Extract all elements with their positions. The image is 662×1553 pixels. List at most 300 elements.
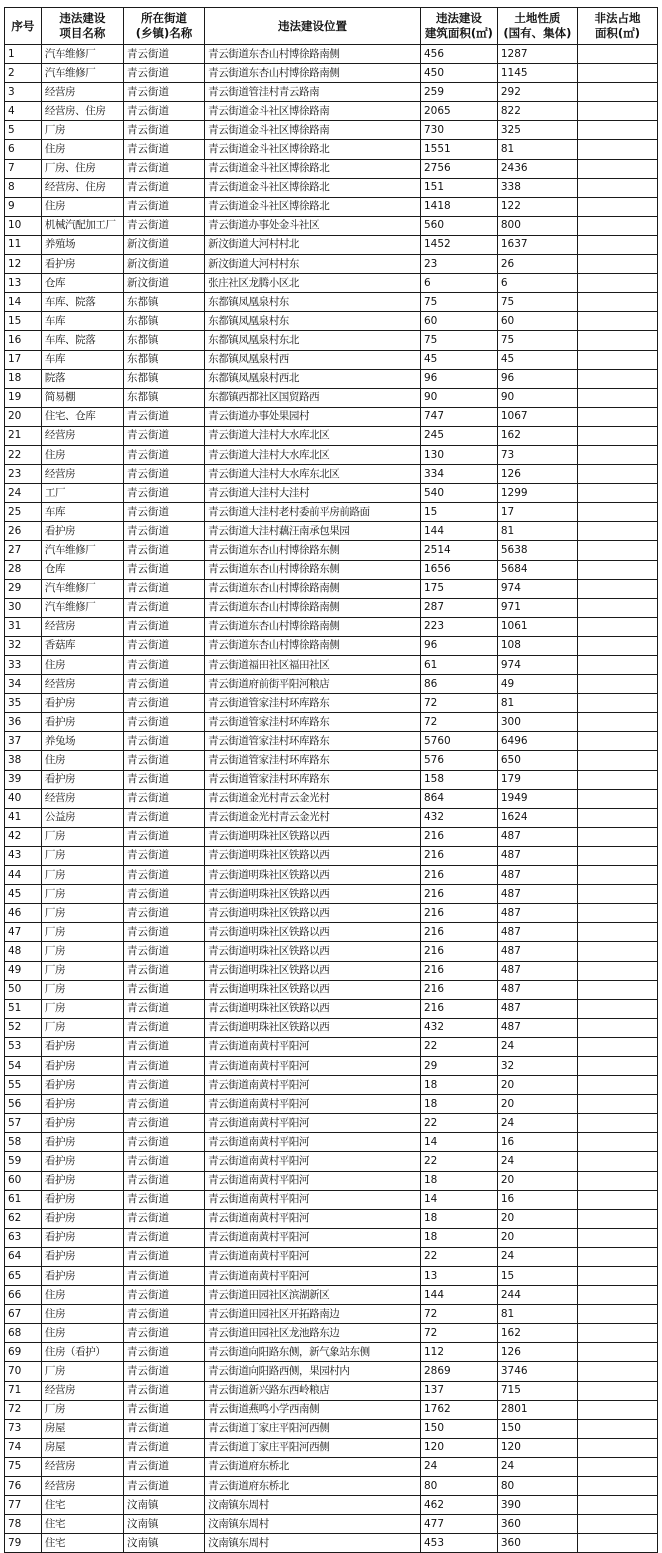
cell-illegal-area bbox=[577, 1381, 657, 1400]
header-street bbox=[124, 8, 205, 45]
table-row bbox=[5, 1190, 658, 1209]
cell-street: 青云街道 bbox=[124, 1037, 205, 1056]
cell-street: 青云街道 bbox=[124, 45, 205, 64]
cell-land-nature: 20 bbox=[497, 1228, 577, 1247]
cell-building-area: 216 bbox=[421, 904, 498, 923]
cell-no: 15 bbox=[5, 312, 42, 331]
cell-building-area: 72 bbox=[421, 1324, 498, 1343]
cell-location: 青云街道明珠社区铁路以西 bbox=[205, 999, 421, 1018]
table-row bbox=[5, 598, 658, 617]
cell-no: 37 bbox=[5, 732, 42, 751]
cell-street: 青云街道 bbox=[124, 904, 205, 923]
cell-project-name: 简易棚 bbox=[41, 388, 123, 407]
cell-building-area: 2514 bbox=[421, 541, 498, 560]
cell-illegal-area bbox=[577, 235, 657, 254]
cell-project-name: 住宅、仓库 bbox=[41, 407, 123, 426]
cell-no: 48 bbox=[5, 942, 42, 961]
cell-land-nature: 162 bbox=[497, 426, 577, 445]
cell-no: 26 bbox=[5, 522, 42, 541]
cell-street: 新汶街道 bbox=[124, 274, 205, 293]
cell-location: 青云街道向阳路西侧，果园村内 bbox=[205, 1362, 421, 1381]
cell-street: 青云街道 bbox=[124, 579, 205, 598]
cell-location: 青云街道明珠社区铁路以西 bbox=[205, 942, 421, 961]
header-project-line1: 违法建设 bbox=[59, 11, 106, 25]
cell-street: 青云街道 bbox=[124, 713, 205, 732]
cell-project-name: 经营房 bbox=[41, 617, 123, 636]
cell-land-nature: 26 bbox=[497, 255, 577, 274]
cell-location: 青云街道向阳路东侧，新气象站东侧 bbox=[205, 1343, 421, 1362]
cell-illegal-area bbox=[577, 140, 657, 159]
table-row bbox=[5, 617, 658, 636]
table-row bbox=[5, 1438, 658, 1457]
cell-building-area: 287 bbox=[421, 598, 498, 617]
table-body bbox=[5, 45, 658, 1553]
cell-project-name: 看护房 bbox=[41, 1056, 123, 1075]
cell-street: 青云街道 bbox=[124, 1419, 205, 1438]
cell-location: 青云街道南黄村平阳河 bbox=[205, 1095, 421, 1114]
cell-location: 青云街道大洼村大洼村 bbox=[205, 484, 421, 503]
cell-building-area: 1418 bbox=[421, 197, 498, 216]
cell-project-name: 车库 bbox=[41, 503, 123, 522]
cell-street: 青云街道 bbox=[124, 541, 205, 560]
cell-no: 5 bbox=[5, 121, 42, 140]
cell-illegal-area bbox=[577, 1362, 657, 1381]
cell-no: 72 bbox=[5, 1400, 42, 1419]
cell-project-name: 住房（看护） bbox=[41, 1343, 123, 1362]
cell-street: 青云街道 bbox=[124, 1076, 205, 1095]
cell-illegal-area bbox=[577, 293, 657, 312]
cell-illegal-area bbox=[577, 1477, 657, 1496]
cell-no: 32 bbox=[5, 636, 42, 655]
cell-land-nature: 24 bbox=[497, 1114, 577, 1133]
table-row bbox=[5, 83, 658, 102]
cell-illegal-area bbox=[577, 1209, 657, 1228]
cell-building-area: 576 bbox=[421, 751, 498, 770]
cell-project-name: 汽车维修厂 bbox=[41, 541, 123, 560]
cell-street: 青云街道 bbox=[124, 121, 205, 140]
cell-no: 36 bbox=[5, 713, 42, 732]
cell-no: 40 bbox=[5, 789, 42, 808]
cell-land-nature: 360 bbox=[497, 1534, 577, 1553]
cell-building-area: 1762 bbox=[421, 1400, 498, 1419]
cell-building-area: 462 bbox=[421, 1496, 498, 1515]
cell-project-name: 厂房 bbox=[41, 923, 123, 942]
cell-location: 青云街道南黄村平阳河 bbox=[205, 1190, 421, 1209]
header-street-line2: (乡镇)名称 bbox=[135, 26, 193, 40]
cell-location: 青云街道府前街平阳河粮店 bbox=[205, 675, 421, 694]
table-row bbox=[5, 121, 658, 140]
cell-no: 6 bbox=[5, 140, 42, 159]
cell-illegal-area bbox=[577, 1114, 657, 1133]
cell-land-nature: 73 bbox=[497, 445, 577, 464]
table-row bbox=[5, 541, 658, 560]
header-land-nature bbox=[497, 8, 577, 45]
cell-land-nature: 81 bbox=[497, 1305, 577, 1324]
cell-project-name: 经营房 bbox=[41, 1477, 123, 1496]
cell-building-area: 15 bbox=[421, 503, 498, 522]
table-row bbox=[5, 465, 658, 484]
cell-project-name: 房屋 bbox=[41, 1438, 123, 1457]
cell-building-area: 112 bbox=[421, 1343, 498, 1362]
cell-project-name: 看护房 bbox=[41, 1171, 123, 1190]
cell-building-area: 216 bbox=[421, 923, 498, 942]
cell-project-name: 汽车维修厂 bbox=[41, 45, 123, 64]
table-row bbox=[5, 45, 658, 64]
cell-location: 东都镇凤凰泉村东 bbox=[205, 293, 421, 312]
cell-street: 青云街道 bbox=[124, 1171, 205, 1190]
cell-project-name: 住宅 bbox=[41, 1515, 123, 1534]
cell-building-area: 245 bbox=[421, 426, 498, 445]
cell-illegal-area bbox=[577, 1190, 657, 1209]
cell-street: 青云街道 bbox=[124, 1477, 205, 1496]
cell-illegal-area bbox=[577, 1228, 657, 1247]
cell-illegal-area bbox=[577, 426, 657, 445]
cell-no: 31 bbox=[5, 617, 42, 636]
cell-project-name: 看护房 bbox=[41, 694, 123, 713]
cell-illegal-area bbox=[577, 350, 657, 369]
cell-street: 新汶街道 bbox=[124, 255, 205, 274]
cell-no: 57 bbox=[5, 1114, 42, 1133]
cell-street: 青云街道 bbox=[124, 1362, 205, 1381]
cell-no: 4 bbox=[5, 102, 42, 121]
cell-land-nature: 487 bbox=[497, 980, 577, 999]
table-row bbox=[5, 675, 658, 694]
cell-no: 41 bbox=[5, 808, 42, 827]
table-row bbox=[5, 1324, 658, 1343]
cell-project-name: 仓库 bbox=[41, 274, 123, 293]
cell-illegal-area bbox=[577, 1056, 657, 1075]
cell-illegal-area bbox=[577, 1171, 657, 1190]
cell-street: 青云街道 bbox=[124, 465, 205, 484]
cell-street: 青云街道 bbox=[124, 999, 205, 1018]
cell-building-area: 144 bbox=[421, 522, 498, 541]
cell-project-name: 厂房、住房 bbox=[41, 159, 123, 178]
cell-street: 青云街道 bbox=[124, 694, 205, 713]
cell-project-name: 院落 bbox=[41, 369, 123, 388]
table-row bbox=[5, 885, 658, 904]
cell-building-area: 1452 bbox=[421, 235, 498, 254]
cell-no: 33 bbox=[5, 656, 42, 675]
header-illegal-area bbox=[577, 8, 657, 45]
cell-location: 青云街道办事处果园村 bbox=[205, 407, 421, 426]
cell-project-name: 香菇库 bbox=[41, 636, 123, 655]
cell-building-area: 216 bbox=[421, 827, 498, 846]
cell-location: 青云街道东杏山村博徐路东侧 bbox=[205, 541, 421, 560]
cell-street: 青云街道 bbox=[124, 656, 205, 675]
cell-no: 39 bbox=[5, 770, 42, 789]
cell-street: 青云街道 bbox=[124, 1400, 205, 1419]
cell-building-area: 216 bbox=[421, 999, 498, 1018]
cell-location: 新汶街道大河村村北 bbox=[205, 235, 421, 254]
cell-project-name: 经营房 bbox=[41, 1457, 123, 1476]
cell-no: 53 bbox=[5, 1037, 42, 1056]
table-row bbox=[5, 522, 658, 541]
cell-building-area: 432 bbox=[421, 808, 498, 827]
cell-no: 55 bbox=[5, 1076, 42, 1095]
cell-street: 青云街道 bbox=[124, 426, 205, 445]
cell-no: 29 bbox=[5, 579, 42, 598]
cell-location: 青云街道东杏山村博徐路南侧 bbox=[205, 617, 421, 636]
cell-location: 青云街道南黄村平阳河 bbox=[205, 1171, 421, 1190]
cell-building-area: 175 bbox=[421, 579, 498, 598]
table-row bbox=[5, 293, 658, 312]
cell-street: 青云街道 bbox=[124, 1228, 205, 1247]
cell-land-nature: 20 bbox=[497, 1171, 577, 1190]
cell-no: 49 bbox=[5, 961, 42, 980]
cell-land-nature: 126 bbox=[497, 1343, 577, 1362]
cell-land-nature: 20 bbox=[497, 1095, 577, 1114]
cell-location: 汶南镇东周村 bbox=[205, 1496, 421, 1515]
header-project-line2: 项目名称 bbox=[59, 26, 106, 40]
cell-street: 东都镇 bbox=[124, 331, 205, 350]
cell-street: 青云街道 bbox=[124, 1095, 205, 1114]
cell-project-name: 经营房、住房 bbox=[41, 178, 123, 197]
cell-land-nature: 15 bbox=[497, 1267, 577, 1286]
cell-no: 21 bbox=[5, 426, 42, 445]
cell-illegal-area bbox=[577, 770, 657, 789]
cell-project-name: 汽车维修厂 bbox=[41, 579, 123, 598]
cell-illegal-area bbox=[577, 732, 657, 751]
cell-street: 青云街道 bbox=[124, 140, 205, 159]
cell-no: 3 bbox=[5, 83, 42, 102]
cell-street: 青云街道 bbox=[124, 407, 205, 426]
table-row bbox=[5, 808, 658, 827]
cell-no: 8 bbox=[5, 178, 42, 197]
table-row bbox=[5, 999, 658, 1018]
table-row bbox=[5, 426, 658, 445]
table-row bbox=[5, 178, 658, 197]
cell-illegal-area bbox=[577, 694, 657, 713]
cell-street: 青云街道 bbox=[124, 1324, 205, 1343]
cell-project-name: 住房 bbox=[41, 197, 123, 216]
cell-no: 47 bbox=[5, 923, 42, 942]
table-row bbox=[5, 1400, 658, 1419]
table-row bbox=[5, 235, 658, 254]
cell-no: 75 bbox=[5, 1457, 42, 1476]
cell-illegal-area bbox=[577, 1018, 657, 1037]
cell-project-name: 经营房 bbox=[41, 675, 123, 694]
cell-project-name: 机械汽配加工厂 bbox=[41, 216, 123, 235]
cell-project-name: 看护房 bbox=[41, 1152, 123, 1171]
cell-location: 青云街道燕鸣小学西南侧 bbox=[205, 1400, 421, 1419]
cell-land-nature: 24 bbox=[497, 1152, 577, 1171]
cell-illegal-area bbox=[577, 331, 657, 350]
cell-project-name: 看护房 bbox=[41, 1267, 123, 1286]
table-row bbox=[5, 827, 658, 846]
cell-building-area: 22 bbox=[421, 1037, 498, 1056]
cell-project-name: 车库 bbox=[41, 350, 123, 369]
table-row bbox=[5, 388, 658, 407]
cell-building-area: 216 bbox=[421, 942, 498, 961]
cell-illegal-area bbox=[577, 1133, 657, 1152]
cell-land-nature: 17 bbox=[497, 503, 577, 522]
cell-land-nature: 822 bbox=[497, 102, 577, 121]
cell-project-name: 看护房 bbox=[41, 1209, 123, 1228]
table-row bbox=[5, 255, 658, 274]
cell-building-area: 158 bbox=[421, 770, 498, 789]
cell-building-area: 730 bbox=[421, 121, 498, 140]
cell-location: 青云街道南黄村平阳河 bbox=[205, 1209, 421, 1228]
cell-project-name: 汽车维修厂 bbox=[41, 64, 123, 83]
cell-project-name: 厂房 bbox=[41, 885, 123, 904]
cell-land-nature: 24 bbox=[497, 1037, 577, 1056]
cell-location: 青云街道南黄村平阳河 bbox=[205, 1037, 421, 1056]
cell-street: 东都镇 bbox=[124, 369, 205, 388]
cell-project-name: 厂房 bbox=[41, 866, 123, 885]
cell-location: 青云街道东杏山村博徐路南侧 bbox=[205, 579, 421, 598]
cell-illegal-area bbox=[577, 1343, 657, 1362]
cell-building-area: 1656 bbox=[421, 560, 498, 579]
table-row bbox=[5, 1152, 658, 1171]
cell-building-area: 22 bbox=[421, 1114, 498, 1133]
cell-building-area: 80 bbox=[421, 1477, 498, 1496]
cell-street: 青云街道 bbox=[124, 503, 205, 522]
cell-illegal-area bbox=[577, 541, 657, 560]
cell-location: 青云街道管家洼村环库路东 bbox=[205, 694, 421, 713]
table-row bbox=[5, 1477, 658, 1496]
cell-street: 青云街道 bbox=[124, 1247, 205, 1266]
cell-no: 25 bbox=[5, 503, 42, 522]
cell-building-area: 216 bbox=[421, 961, 498, 980]
cell-street: 青云街道 bbox=[124, 1133, 205, 1152]
cell-no: 78 bbox=[5, 1515, 42, 1534]
cell-street: 青云街道 bbox=[124, 1114, 205, 1133]
cell-project-name: 厂房 bbox=[41, 961, 123, 980]
cell-project-name: 车库 bbox=[41, 312, 123, 331]
cell-land-nature: 1299 bbox=[497, 484, 577, 503]
cell-street: 青云街道 bbox=[124, 445, 205, 464]
cell-building-area: 18 bbox=[421, 1171, 498, 1190]
table-row bbox=[5, 1267, 658, 1286]
header-no: 序号 bbox=[5, 8, 42, 45]
cell-location: 青云街道金斗社区博徐路南 bbox=[205, 121, 421, 140]
cell-street: 青云街道 bbox=[124, 808, 205, 827]
cell-illegal-area bbox=[577, 159, 657, 178]
cell-location: 青云街道明珠社区铁路以西 bbox=[205, 980, 421, 999]
cell-no: 76 bbox=[5, 1477, 42, 1496]
table-row bbox=[5, 445, 658, 464]
cell-land-nature: 1061 bbox=[497, 617, 577, 636]
table-row bbox=[5, 980, 658, 999]
cell-location: 青云街道明珠社区铁路以西 bbox=[205, 961, 421, 980]
cell-land-nature: 24 bbox=[497, 1247, 577, 1266]
table-row bbox=[5, 694, 658, 713]
cell-location: 青云街道金斗社区博徐路北 bbox=[205, 159, 421, 178]
cell-no: 12 bbox=[5, 255, 42, 274]
table-row bbox=[5, 1247, 658, 1266]
cell-location: 东都镇凤凰泉村东 bbox=[205, 312, 421, 331]
cell-building-area: 456 bbox=[421, 45, 498, 64]
cell-land-nature: 126 bbox=[497, 465, 577, 484]
table-row bbox=[5, 484, 658, 503]
cell-land-nature: 292 bbox=[497, 83, 577, 102]
cell-street: 青云街道 bbox=[124, 1343, 205, 1362]
cell-land-nature: 20 bbox=[497, 1209, 577, 1228]
cell-project-name: 车库、院落 bbox=[41, 293, 123, 312]
cell-building-area: 14 bbox=[421, 1133, 498, 1152]
cell-location: 青云街道南黄村平阳河 bbox=[205, 1076, 421, 1095]
cell-location: 张庄社区龙腾小区北 bbox=[205, 274, 421, 293]
cell-no: 64 bbox=[5, 1247, 42, 1266]
table-row bbox=[5, 751, 658, 770]
cell-street: 新汶街道 bbox=[124, 235, 205, 254]
cell-location: 青云街道大洼村老村委前平房前路面 bbox=[205, 503, 421, 522]
cell-location: 青云街道金光村青云金光村 bbox=[205, 789, 421, 808]
cell-building-area: 72 bbox=[421, 713, 498, 732]
cell-building-area: 23 bbox=[421, 255, 498, 274]
cell-building-area: 90 bbox=[421, 388, 498, 407]
table-row bbox=[5, 1496, 658, 1515]
cell-project-name: 住房 bbox=[41, 1286, 123, 1305]
table-row bbox=[5, 407, 658, 426]
cell-no: 27 bbox=[5, 541, 42, 560]
cell-illegal-area bbox=[577, 904, 657, 923]
cell-location: 青云街道管家洼村环库路东 bbox=[205, 713, 421, 732]
table-row bbox=[5, 1133, 658, 1152]
cell-illegal-area bbox=[577, 942, 657, 961]
cell-no: 77 bbox=[5, 1496, 42, 1515]
cell-illegal-area bbox=[577, 216, 657, 235]
table-row bbox=[5, 1228, 658, 1247]
cell-no: 69 bbox=[5, 1343, 42, 1362]
cell-building-area: 334 bbox=[421, 465, 498, 484]
cell-illegal-area bbox=[577, 980, 657, 999]
cell-building-area: 86 bbox=[421, 675, 498, 694]
cell-illegal-area bbox=[577, 751, 657, 770]
cell-building-area: 2869 bbox=[421, 1362, 498, 1381]
cell-project-name: 公益房 bbox=[41, 808, 123, 827]
cell-illegal-area bbox=[577, 827, 657, 846]
cell-no: 24 bbox=[5, 484, 42, 503]
cell-project-name: 仓库 bbox=[41, 560, 123, 579]
cell-land-nature: 974 bbox=[497, 579, 577, 598]
header-land-nature-line1: 土地性质 bbox=[514, 11, 561, 25]
cell-land-nature: 2436 bbox=[497, 159, 577, 178]
cell-building-area: 61 bbox=[421, 656, 498, 675]
table-row bbox=[5, 1056, 658, 1075]
table-row bbox=[5, 350, 658, 369]
cell-building-area: 22 bbox=[421, 1152, 498, 1171]
cell-location: 青云街道金斗社区博徐路北 bbox=[205, 197, 421, 216]
cell-no: 19 bbox=[5, 388, 42, 407]
cell-street: 青云街道 bbox=[124, 102, 205, 121]
cell-project-name: 看护房 bbox=[41, 1247, 123, 1266]
cell-land-nature: 162 bbox=[497, 1324, 577, 1343]
header-illegal-area-line1: 非法占地 bbox=[594, 11, 641, 25]
cell-building-area: 216 bbox=[421, 866, 498, 885]
table-row bbox=[5, 503, 658, 522]
cell-land-nature: 108 bbox=[497, 636, 577, 655]
cell-building-area: 540 bbox=[421, 484, 498, 503]
cell-building-area: 150 bbox=[421, 1419, 498, 1438]
cell-no: 38 bbox=[5, 751, 42, 770]
cell-illegal-area bbox=[577, 197, 657, 216]
cell-street: 青云街道 bbox=[124, 675, 205, 694]
table-row bbox=[5, 369, 658, 388]
cell-project-name: 住房 bbox=[41, 751, 123, 770]
table-row bbox=[5, 1114, 658, 1133]
table-row bbox=[5, 579, 658, 598]
cell-building-area: 864 bbox=[421, 789, 498, 808]
cell-land-nature: 974 bbox=[497, 656, 577, 675]
cell-no: 50 bbox=[5, 980, 42, 999]
cell-project-name: 厂房 bbox=[41, 942, 123, 961]
cell-street: 青云街道 bbox=[124, 484, 205, 503]
header-project-name bbox=[41, 8, 123, 45]
cell-illegal-area bbox=[577, 255, 657, 274]
cell-illegal-area bbox=[577, 560, 657, 579]
cell-no: 35 bbox=[5, 694, 42, 713]
